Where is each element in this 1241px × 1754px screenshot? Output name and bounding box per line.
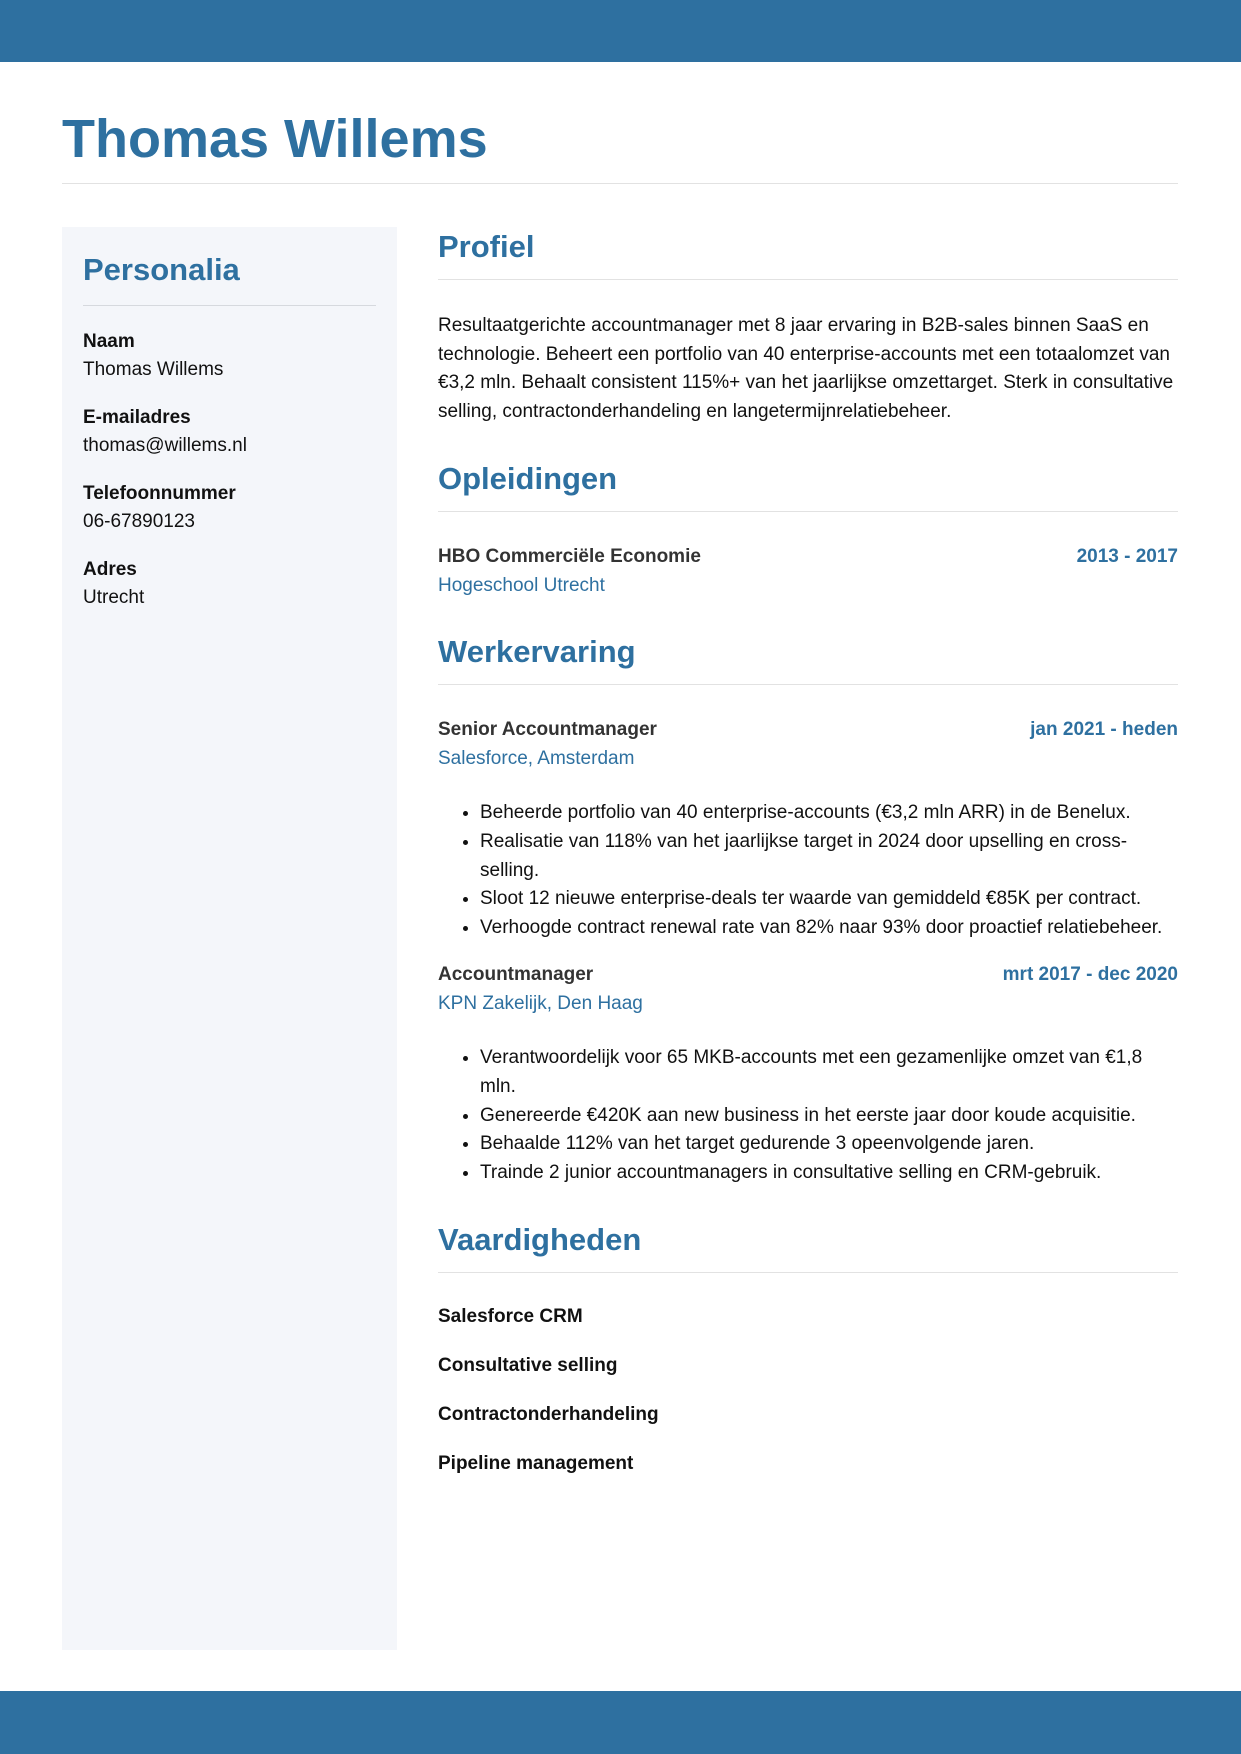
sidebar-divider [83,305,376,306]
skills-section [438,1217,1178,1478]
achievement-list [438,799,1178,942]
skill-item: Pipeline management [438,1453,634,1475]
section-title-education: Opleidingen [438,461,618,497]
entry-period: jan 2021 - heden [1030,719,1178,741]
education-entry [438,542,1178,600]
top-accent-bar [0,0,1241,62]
section-divider [438,511,1178,512]
list-item: • Beheerde portfolio van 40 enterprise-accounts (€3,2 mln ARR) in de Benelux. [480,799,1178,828]
list-item: • Realisatie van 118% van het jaarlijkse target in 2024 door upselling en cross-selling. [480,828,1178,885]
section-title-skills: Vaardigheden [438,1222,642,1258]
list-item: • Verhoogde contract renewal rate van 82% naar 93% door proactief relatiebeheer. [480,914,1178,943]
field-address [83,556,376,612]
sidebar-title: Personalia [83,252,240,287]
company-name: KPN Zakelijk, Den Haag [438,993,643,1015]
entry-header [438,715,1178,744]
degree-title: HBO Commerciële Economie [438,546,701,568]
achievement-list [438,1044,1178,1187]
list-item: • Trainde 2 junior accountmanagers in consultative selling en CRM-gebruik. [480,1159,1178,1188]
list-item: • Genereerde €420K aan new business in het eerste jaar door koude acquisitie. [480,1102,1178,1131]
section-divider [438,1272,1178,1273]
entry-period: mrt 2017 - dec 2020 [1002,964,1178,986]
list-item: • Verantwoordelijk voor 65 MKB-accounts met een gezamenlijke omzet van €1,8 mln. [480,1044,1178,1101]
experience-section [438,629,1178,1187]
field-phone [83,480,376,536]
personal-info-sidebar [62,227,397,1650]
job-role: Accountmanager [438,964,594,986]
field-label: E-mailadres [83,407,191,428]
skill-item: Consultative selling [438,1355,618,1377]
job-entry [438,960,1178,1187]
field-value: thomas@willems.nl [83,435,247,456]
section-title-experience: Werkervaring [438,634,636,670]
section-title-profile: Profiel [438,229,535,264]
field-label: Telefoonnummer [83,483,236,504]
field-value: Utrecht [83,587,145,608]
entry-header [438,542,1178,571]
entry-period: 2013 - 2017 [1076,546,1178,568]
skills-list [438,1303,1178,1478]
field-label: Naam [83,331,135,352]
field-value: Thomas Willems [83,359,224,380]
field-label: Adres [83,559,137,580]
section-divider [438,684,1178,685]
profile-text: Resultaatgerichte accountmanager met 8 jaar ervaring in B2B-sales binnen SaaS en technologie. Beheert een portfolio van 40 enterprise-accounts met een totaalomzet van €3,2 mln. Behaalt consistent 115%+ van het jaarlijkse omzettarget. Sterk in consultative selling, contractonderhandeling en langetermijnrelatiebeheer. [438,315,1174,422]
list-item: • Behaalde 112% van het target gedurende 3 opeenvolgende jaren. [480,1130,1178,1159]
skill-item: Salesforce CRM [438,1306,583,1328]
list-item: • Sloot 12 nieuwe enterprise-deals ter waarde van gemiddeld €85K per contract. [480,885,1178,914]
page-title: Thomas Willems [62,109,488,169]
skill-item: Contractonderhandeling [438,1404,659,1426]
field-name [83,328,376,384]
profile-section [438,224,1178,426]
school-name: Hogeschool Utrecht [438,575,605,597]
entry-header [438,960,1178,989]
section-divider [438,279,1178,280]
education-section [438,456,1178,600]
job-role: Senior Accountmanager [438,719,657,741]
job-entry [438,715,1178,942]
field-email [83,404,376,460]
company-name: Salesforce, Amsterdam [438,748,635,770]
field-value: 06-67890123 [83,511,195,532]
title-divider [62,183,1178,184]
bottom-accent-bar [0,1691,1241,1754]
main-content [438,224,1178,1499]
